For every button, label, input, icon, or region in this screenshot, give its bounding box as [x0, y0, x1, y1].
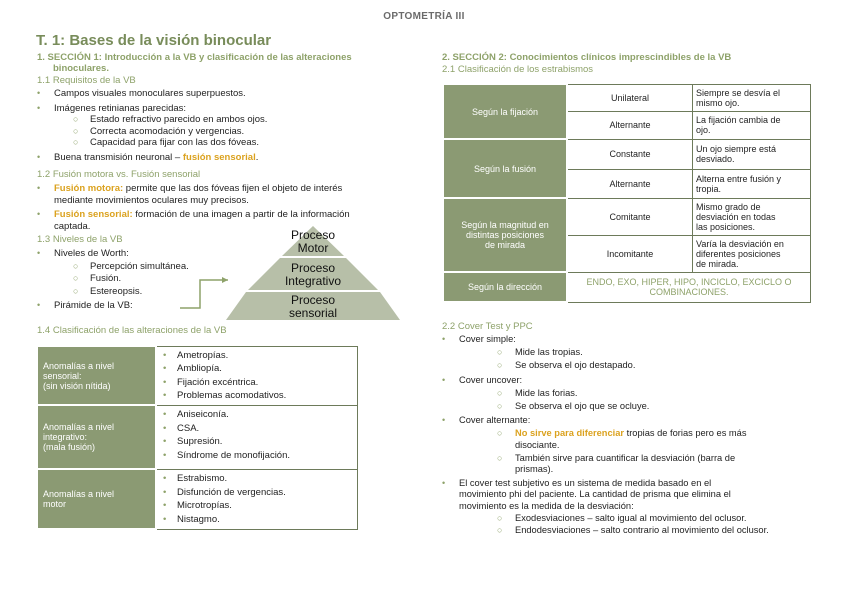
list-item: • Nistagmo. [163, 513, 220, 525]
item-text: Niveles de Worth: [54, 248, 129, 259]
highlight-text: Fusión motora: [54, 183, 124, 194]
table-row-label [37, 346, 156, 405]
item-text: Estrabismo. [177, 473, 228, 484]
table-row-label [37, 405, 156, 469]
bullet-icon: • [442, 415, 446, 426]
desc-line: desviado. [696, 154, 735, 164]
label-line: distintas posiciones [465, 230, 545, 240]
type-comitant: Comitante [567, 198, 693, 235]
circle-bullet-icon: ○ [497, 387, 503, 398]
list-item [37, 137, 417, 149]
item-text: Percepción simultánea. [90, 260, 189, 272]
item-text: Imágenes retinianas parecidas: [54, 102, 187, 114]
bullet-icon: • [37, 209, 41, 219]
item-text: prismas). [515, 464, 554, 475]
list-item: • Fijación excéntrica. [163, 376, 259, 388]
desc-line: La fijación cambia de [696, 115, 781, 125]
item-text: tropias de forias pero es más [624, 428, 747, 439]
desc-line: ojo. [696, 125, 711, 135]
pyramid-mid-line1: Proceso [290, 261, 336, 275]
list-item: • Ametropías. [163, 349, 229, 361]
list-item [442, 360, 812, 371]
list-item [442, 334, 812, 345]
subsection-1-2: 1.2 Fusión motora vs. Fusión sensorial [37, 169, 201, 180]
circle-bullet-icon: ○ [73, 273, 79, 283]
alterations-table [36, 345, 358, 530]
list-item: • Aniseiconía. [163, 409, 229, 420]
type-incomitant: Incomitante [567, 235, 693, 272]
pyramid-bot-line1: Proceso [290, 293, 336, 307]
item-text: formación de una imagen a partir de la información [132, 209, 350, 220]
label-line: Según la magnitud en [461, 220, 549, 230]
list-item: • Ambliopía. [163, 363, 222, 374]
bullet-icon: • [442, 478, 446, 489]
item-text: Cover simple: [459, 334, 516, 344]
item-text: Microtropías. [177, 500, 232, 511]
circle-bullet-icon: ○ [497, 428, 503, 439]
list-item: • Problemas acomodativos. [163, 390, 287, 401]
list-item [37, 88, 417, 100]
item-text: permite que las dos fóveas fijen el objeto de interés [123, 183, 343, 194]
list-item [37, 103, 417, 115]
item-text: Endodesviaciones – salto contrario al movimiento del oclusor. [515, 525, 769, 536]
item-text: Estado refractivo parecido en ambos ojos. [90, 114, 268, 125]
circle-bullet-icon: ○ [497, 525, 503, 536]
list-item: • Disfunción de vergencias. [163, 486, 286, 498]
list-item [37, 183, 417, 206]
item-text: CSA. [177, 422, 200, 434]
circle-bullet-icon: ○ [497, 452, 503, 463]
table-row [37, 469, 358, 529]
category-direction: Según la dirección [443, 272, 567, 302]
desc-line: Siempre se desvía el [696, 87, 781, 98]
items-list [157, 349, 357, 403]
item-text: Correcta acomodación y vergencias. [90, 125, 245, 137]
desc-line: Alterna entre fusión y [696, 173, 782, 184]
list-item [442, 375, 812, 386]
item-text: . [255, 151, 259, 163]
highlight-text: No sirve para diferenciar [515, 428, 625, 439]
item-text: Ametropías. [177, 349, 229, 361]
type-alternating-fixation: Alternante [567, 111, 693, 139]
category-fixation: Según la fijación [443, 84, 567, 139]
item-text: Cover alternante: [459, 415, 531, 426]
item-text: También sirve para cuantificar la desviación (barra de [515, 452, 736, 463]
circle-bullet-icon: ○ [497, 360, 503, 371]
highlight-text: Fusión sensorial: [54, 209, 133, 220]
item-text: mediante movimientos oculares muy precisos. [54, 194, 249, 206]
bullet-icon: • [442, 334, 446, 344]
table-row [37, 405, 358, 469]
item-text: Nistagmo. [177, 513, 220, 525]
type-alternating-fusion: Alternante [567, 169, 693, 198]
pyramid-top-line1: Proceso [290, 228, 336, 242]
table-row-items [156, 346, 358, 405]
bullet-icon: • [37, 151, 41, 162]
table-row-label [37, 469, 156, 529]
list-item [442, 388, 812, 399]
list-item [442, 513, 812, 524]
subsection-1-3: 1.3 Niveles de la VB [37, 234, 123, 245]
list-item [442, 347, 812, 358]
list-item [37, 114, 417, 126]
subsection-2-2: 2.2 Cover Test y PPC [442, 321, 533, 332]
section-1-line-b: binoculares. [53, 63, 109, 74]
item-text: El cover test subjetivo es un sistema de medida basado en el [459, 478, 712, 489]
desc-line: Varía la desviación en [696, 238, 784, 249]
subsection-1-1: 1.1 Requisitos de la VB [37, 75, 136, 86]
list-item [442, 401, 812, 412]
section-1-heading [37, 52, 352, 74]
item-text: Mide las forias. [515, 387, 578, 398]
desc-line: de mirada. [696, 258, 739, 269]
category-fusion: Según la fusión [443, 139, 567, 198]
item-text: Estereopsis. [90, 285, 143, 297]
desc-line: Mismo grado de [696, 201, 761, 212]
item-text: Síndrome de monofijación. [177, 449, 291, 461]
label-line: integrativo: [43, 432, 88, 442]
table-row [443, 198, 811, 235]
bullet-icon: • [37, 88, 41, 98]
circle-bullet-icon: ○ [73, 125, 79, 136]
item-text: Se observa el ojo que se ocluye. [515, 401, 650, 412]
item-text: Supresión. [177, 436, 223, 447]
circle-bullet-icon: ○ [73, 114, 79, 124]
type-constant: Constante [567, 139, 693, 169]
circle-bullet-icon: ○ [73, 285, 79, 296]
desc-line: las posiciones. [696, 221, 756, 232]
item-text: Aniseiconía. [177, 409, 229, 420]
desc-line: desviación en todas [696, 211, 776, 222]
desc-line: diferentes posiciones [696, 248, 781, 259]
highlight-text: fusión sensorial [182, 151, 256, 163]
requisites-list [37, 88, 417, 163]
circle-bullet-icon: ○ [497, 401, 503, 412]
table-row [443, 272, 811, 302]
direction-values [567, 272, 811, 302]
label-line: sensorial: [43, 370, 82, 381]
pyramid-mid-line2: Integrativo [284, 274, 342, 288]
item-text: Exodesviaciones – salto igual al movimiento del oclusor. [515, 512, 747, 523]
circle-bullet-icon: ○ [73, 260, 79, 271]
item-text: Campos visuales monoculares superpuestos. [54, 88, 246, 99]
item-text: Fijación excéntrica. [177, 376, 259, 388]
label-line: (sin visión nítida) [43, 380, 111, 391]
item-text: Ambliopía. [177, 363, 222, 374]
category-magnitude [443, 198, 567, 272]
bullet-icon: • [37, 248, 41, 258]
label-line: motor [43, 499, 67, 509]
item-text: captada. [54, 220, 91, 232]
circle-bullet-icon: ○ [497, 512, 503, 523]
label-line: de mirada [484, 240, 526, 250]
desc-alternating-fusion [693, 169, 811, 198]
section-1-line: 1. SECCIÓN 1: Introducción a la VB y clasificación de las alteraciones [37, 52, 352, 63]
item-text: Pirámide de la VB: [54, 300, 133, 311]
table-row [443, 139, 811, 169]
list-item [442, 428, 812, 450]
bullet-icon: • [37, 183, 41, 193]
list-item [37, 126, 417, 138]
bullet-icon: • [442, 374, 446, 385]
circle-bullet-icon: ○ [497, 347, 503, 358]
table-row [37, 346, 358, 405]
section-2-heading: 2. SECCIÓN 2: Conocimientos clínicos imprescindibles de la VB [442, 52, 732, 63]
item-text: Buena transmisión neuronal – [54, 151, 183, 163]
list-item: • CSA. [163, 422, 200, 434]
label-line: (mala fusión) [43, 442, 96, 452]
item-text: Mide las tropias. [515, 347, 583, 358]
arrow-icon [222, 277, 228, 283]
item-text: Cover uncover: [459, 374, 523, 385]
label-line: Anomalías a nivel [43, 422, 115, 432]
list-item: • Estrabismo. [163, 473, 228, 484]
desc-constant [693, 139, 811, 169]
item-text: Fusión. [90, 273, 122, 284]
subsection-2-1: 2.1 Clasificación de los estrabismos [442, 64, 594, 75]
list-item [442, 525, 812, 536]
desc-alternating-fixation [693, 111, 811, 139]
table-row-items [156, 469, 358, 529]
table-row [443, 84, 811, 111]
list-item [442, 453, 812, 475]
item-text: disociante. [515, 439, 560, 450]
list-item: • Microtropías. [163, 500, 232, 511]
subsection-1-4: 1.4 Clasificación de las alteraciones de la VB [37, 325, 227, 336]
page-header: OPTOMETRÍA III [383, 11, 465, 22]
table-row-items [156, 405, 358, 469]
desc-line: tropia. [696, 183, 722, 194]
type-unilateral: Unilateral [567, 84, 693, 111]
desc-comitant [693, 198, 811, 235]
bullet-icon: • [37, 102, 41, 113]
desc-unilateral [693, 84, 811, 111]
vb-pyramid [150, 222, 410, 326]
pyramid-connector-line [180, 280, 228, 308]
item-text: Problemas acomodativos. [177, 390, 287, 401]
list-item [37, 152, 417, 164]
list-item: • Síndrome de monofijación. [163, 449, 291, 461]
cover-test-list [442, 334, 812, 536]
desc-line: Un ojo siempre está [696, 144, 777, 154]
items-list [157, 408, 357, 462]
value-line: ENDO, EXO, HIPER, HIPO, INCICLO, EXCICLO O [586, 277, 792, 287]
label-line: Anomalías a nivel [43, 360, 115, 371]
desc-incomitant [693, 235, 811, 272]
value-line: COMBINACIONES. [649, 287, 729, 297]
list-item [442, 415, 812, 426]
item-text: Disfunción de vergencias. [177, 486, 286, 498]
circle-bullet-icon: ○ [73, 137, 79, 147]
items-list [157, 472, 357, 526]
strabismus-table [442, 83, 811, 303]
pyramid-top-line2: Motor [297, 241, 329, 255]
list-item [442, 478, 812, 512]
label-line: Anomalías a nivel [43, 489, 115, 499]
item-text: movimiento es la medida de la desviación: [459, 500, 634, 511]
item-text: movimiento phi del paciente. La cantidad de prisma que elimina el [459, 489, 731, 500]
pyramid-bot-line2: sensorial [288, 306, 338, 320]
desc-line: mismo ojo. [696, 97, 740, 108]
item-text: Capacidad para fijar con las dos fóveas. [90, 137, 259, 148]
bullet-icon: • [37, 300, 41, 310]
topic-title: T. 1: Bases de la visión binocular [36, 32, 272, 49]
item-text: Se observa el ojo destapado. [515, 360, 636, 371]
list-item: • Supresión. [163, 436, 223, 447]
